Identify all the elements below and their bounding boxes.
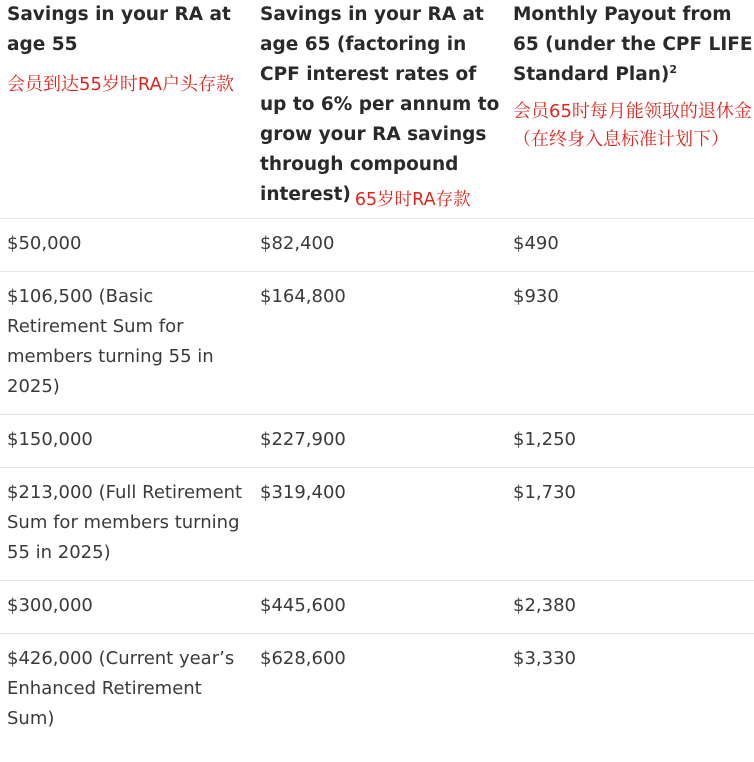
cell-ra-at-55: $426,000 (Current year’s Enhanced Retirement Sum): [7, 648, 235, 729]
cell-ra-at-65: $82,400: [260, 233, 335, 254]
cell-monthly-payout: $490: [513, 233, 559, 254]
table-row: [0, 272, 754, 415]
cell-ra-at-55: $150,000: [7, 429, 93, 450]
header-title: Monthly Payout from 65 (under the CPF LIFE Standard Plan): [513, 4, 753, 85]
table-row: [0, 634, 754, 747]
cell-ra-at-55: $213,000 (Full Retirement Sum for members turning 55 in 2025): [7, 482, 243, 563]
cell-ra-at-55: $106,500 (Basic Retirement Sum for members turning 55 in 2025): [7, 286, 214, 397]
cell-ra-at-65: $319,400: [260, 482, 346, 503]
header-title: Savings in your RA at age 65 (factoring in CPF interest rates of up to 6% per annum to grow your RA savings through compound interest): [260, 4, 500, 205]
header-chinese-note: 会员到达55岁时RA户头存款: [7, 74, 234, 95]
header-chinese-note: 65岁时RA存款: [354, 190, 471, 210]
header-savings-age-65: [253, 0, 506, 219]
header-title: Savings in your RA at age 55: [7, 4, 231, 55]
cell-ra-at-55: $50,000: [7, 233, 82, 254]
cell-monthly-payout: $3,330: [513, 648, 576, 669]
cell-ra-at-65: $227,900: [260, 429, 346, 450]
cell-ra-at-65: $164,800: [260, 286, 346, 307]
table-header-row: [0, 0, 754, 219]
cell-monthly-payout: $930: [513, 286, 559, 307]
table-row: [0, 581, 754, 634]
header-savings-age-55: [0, 0, 253, 219]
cell-ra-at-65: $628,600: [260, 648, 346, 669]
cell-monthly-payout: $1,250: [513, 429, 576, 450]
table-row: [0, 468, 754, 581]
cell-monthly-payout: $2,380: [513, 595, 576, 616]
table-row: [0, 415, 754, 468]
cell-monthly-payout: $1,730: [513, 482, 576, 503]
footnote-marker: 2: [669, 62, 678, 76]
header-chinese-note: 会员65时每月能领取的退休金（在终身入息标准计划下）: [513, 101, 752, 150]
cell-ra-at-65: $445,600: [260, 595, 346, 616]
cell-ra-at-55: $300,000: [7, 595, 93, 616]
table-row: [0, 219, 754, 272]
header-monthly-payout: [506, 0, 754, 219]
